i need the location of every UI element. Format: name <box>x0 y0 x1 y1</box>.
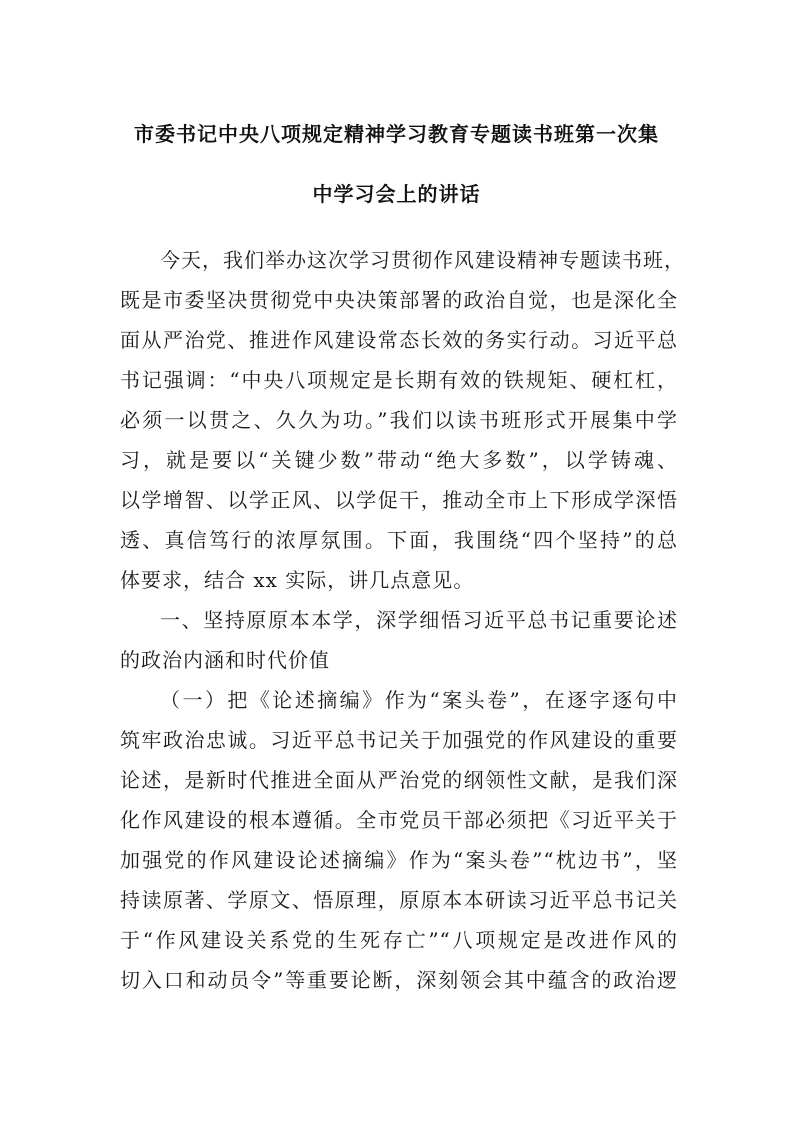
body-line-8: 透、真信笃行的浓厚氛围。下面，我围绕“四个坚持”的总 <box>120 528 678 552</box>
title-line-1: 市委书记中央八项规定精神学习教育专题读书班第一次集 <box>134 122 659 146</box>
document-body <box>120 240 685 1000</box>
title-line-2: 中学习会上的讲话 <box>312 182 481 206</box>
body-line-19: 切入口和动员令”等重要论断，深刻领会其中蕴含的政治逻 <box>120 968 678 992</box>
subsection-line-1: （一）把《论述摘编》作为“案头卷”，在逐字逐句中 <box>160 688 678 712</box>
section-heading-line-1: 一、坚持原原本本学，深学细悟习近平总书记重要论述 <box>160 608 678 632</box>
body-line-15: 化作风建设的根本遵循。全市党员干部必须把《习近平关于 <box>120 808 678 832</box>
body-line-3: 面从严治党、推进作风建设常态长效的务实行动。习近平总 <box>120 328 678 352</box>
body-line-5: 必须一以贯之、久久为功。”我们以读书班形式开展集中学 <box>120 408 678 432</box>
body-line-4: 书记强调：“中央八项规定是长期有效的铁规矩、硬杠杠， <box>120 368 678 392</box>
body-line-18: 于“作风建设关系党的生死存亡”“八项规定是改进作风的 <box>120 928 678 952</box>
body-line-13: 筑牢政治忠诚。习近平总书记关于加强党的作风建设的重要 <box>120 728 678 752</box>
body-line-14: 论述，是新时代推进全面从严治党的纲领性文献，是我们深 <box>120 768 678 792</box>
body-line-1: 今天，我们举办这次学习贯彻作风建设精神专题读书班， <box>160 248 685 272</box>
body-line-2: 既是市委坚决贯彻党中央决策部署的政治自觉，也是深化全 <box>120 288 678 312</box>
body-line-16: 加强党的作风建设论述摘编》作为“案头卷”“枕边书”，坚 <box>120 848 678 872</box>
body-line-17: 持读原著、学原文、悟原理，原原本本研读习近平总书记关 <box>120 888 678 912</box>
section-heading-line-2: 的政治内涵和时代价值 <box>120 648 330 672</box>
body-line-6: 习，就是要以“关键少数”带动“绝大多数”，以学铸魂、 <box>120 448 678 472</box>
body-line-9: 体要求，结合 xx 实际，讲几点意见。 <box>120 568 475 592</box>
document-title <box>100 118 693 210</box>
body-line-7: 以学增智、以学正风、以学促干，推动全市上下形成学深悟 <box>120 488 678 512</box>
